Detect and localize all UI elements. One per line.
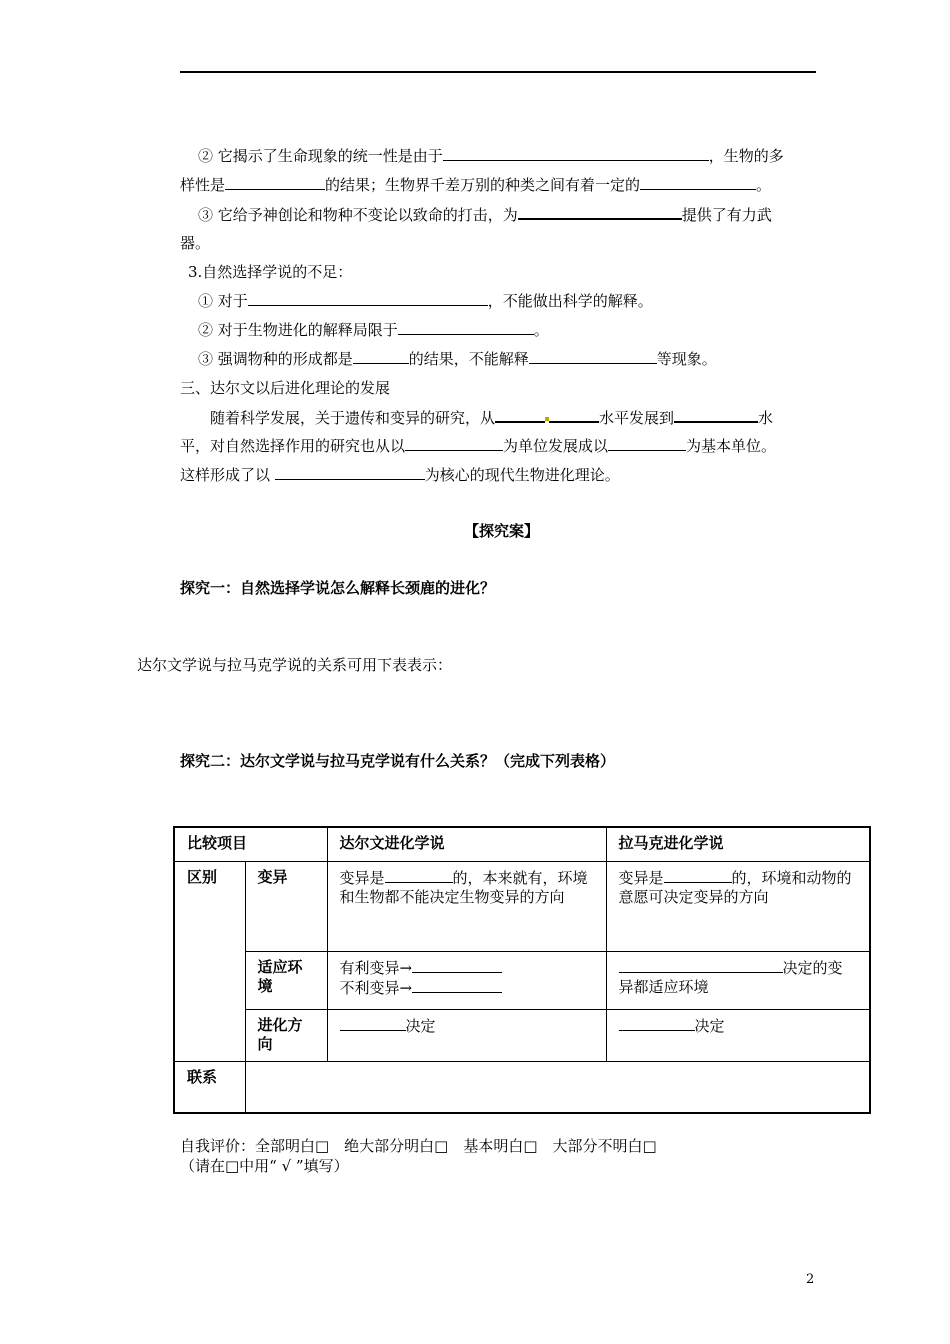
text: 不利变异→	[339, 978, 413, 997]
explore-question-2: 探究二：达尔文学说与拉马克学说有什么关系？（完成下列表格）	[180, 752, 616, 770]
table-row-direction	[174, 1009, 870, 1061]
explore-question-1: 探究一：自然选择学说怎么解释长颈鹿的进化？	[180, 579, 496, 597]
blank-field[interactable]	[518, 204, 682, 220]
blank-field[interactable]	[674, 407, 758, 423]
text: ③ 强调物种的形成都是	[198, 350, 353, 368]
table-row-adaptation	[174, 951, 870, 1009]
text: ① 对于	[198, 292, 248, 310]
header-lamarck: 拉马克进化学说	[606, 827, 870, 861]
blank-field[interactable]	[398, 320, 534, 335]
paragraph-line-1	[210, 407, 773, 428]
text: 平，对自然选择作用的研究也从以	[180, 437, 406, 455]
text: 提供了有力武	[681, 206, 772, 224]
blank-field[interactable]	[412, 958, 502, 973]
blank-field[interactable]	[248, 291, 488, 306]
table-header-row	[174, 827, 870, 861]
text: 的结果，不能解释	[408, 350, 529, 368]
text: ③ 它给予神创论和物种不变论以致命的打击，为	[198, 206, 518, 224]
text: 样性是	[180, 176, 226, 194]
text: 为基本单位。	[686, 437, 777, 455]
header-rule	[180, 71, 816, 73]
blank-field[interactable]	[385, 868, 453, 883]
self-eval-hint: （请在□中用“ √ ”填写）	[180, 1157, 349, 1175]
paragraph-line-3	[180, 465, 620, 485]
diff-label: 区别	[174, 861, 245, 1061]
text: 的结果；生物界千差万别的种类之间有着一定的	[325, 176, 641, 194]
cell-lamarck-direction	[606, 1009, 870, 1061]
blank-field[interactable]	[608, 436, 686, 451]
explore-title: 【探究案】	[464, 522, 540, 540]
text: 。	[756, 176, 772, 194]
text: ② 它揭示了生命现象的统一性是由于	[198, 147, 443, 165]
text: 这样形成了以	[180, 466, 271, 484]
text: 决定	[694, 1016, 725, 1035]
section-heading: 三、达尔文以后进化理论的发展	[180, 379, 391, 397]
cell-lamarck-adaptation	[606, 951, 870, 1009]
explore-intro: 达尔文学说与拉马克学说的关系可用下表表示：	[137, 656, 453, 674]
row-label-adaptation: 适应环境	[245, 951, 327, 1009]
cell-lamarck-variation	[606, 861, 870, 951]
cell-darwin-variation	[327, 861, 606, 951]
cell-darwin-adaptation	[327, 951, 606, 1009]
text: 为单位发展成以	[503, 437, 609, 455]
blank-field[interactable]	[549, 407, 599, 423]
text: ，生物的多	[708, 147, 784, 165]
text-line-3	[198, 204, 772, 225]
blank-field[interactable]	[664, 868, 732, 883]
text: 有利变异→	[339, 958, 413, 977]
blank-field[interactable]	[640, 175, 756, 190]
header-darwin: 达尔文进化学说	[327, 827, 606, 861]
blank-field[interactable]	[619, 958, 783, 973]
blank-field[interactable]	[529, 349, 657, 364]
blank-field[interactable]	[619, 1016, 695, 1031]
text: 水平发展到	[599, 409, 675, 427]
text: ② 对于生物进化的解释局限于	[198, 321, 398, 339]
blank-field[interactable]	[405, 436, 503, 451]
header-item: 比较项目	[174, 827, 327, 861]
text-line-8	[198, 349, 717, 369]
table-row-variation	[174, 861, 870, 951]
table-row-link	[174, 1061, 870, 1113]
link-label: 联系	[174, 1061, 245, 1113]
text-line-4: 器。	[180, 234, 211, 252]
blank-field[interactable]	[495, 407, 545, 423]
text: 的，环境和动物的意愿可决定变异的方向	[618, 868, 852, 906]
text: 等现象。	[656, 350, 717, 368]
blank-field[interactable]	[340, 1016, 406, 1031]
subheading-shortcomings: 3.自然选择学说的不足：	[188, 263, 353, 281]
text: 随着科学发展，关于遗传和变异的研究，从	[210, 409, 496, 427]
text: 决定的变异都适应环境	[618, 958, 843, 996]
row-label-variation: 变异	[245, 861, 327, 951]
blank-field[interactable]	[275, 465, 425, 480]
text-line-7	[198, 320, 549, 340]
cell-link[interactable]	[245, 1061, 870, 1113]
self-eval-line: 自我评价：全部明白□ 绝大部分明白□ 基本明白□ 大部分不明白□	[180, 1137, 657, 1155]
text-line-2	[180, 175, 771, 195]
cell-darwin-direction	[327, 1009, 606, 1061]
text: 变异是	[618, 868, 664, 887]
text-line-1	[198, 146, 784, 166]
text: ，不能做出科学的解释。	[487, 292, 653, 310]
text: 为核心的现代生物进化理论。	[424, 466, 620, 484]
page-number: 2	[806, 1272, 815, 1287]
blank-field[interactable]	[225, 175, 325, 190]
text: 的，本来就有，环境和生物都不能决定生物变异的方向	[339, 868, 588, 906]
text: 。	[533, 321, 549, 339]
text: 水	[758, 409, 774, 427]
text: 变异是	[339, 868, 385, 887]
row-label-direction: 进化方向	[245, 1009, 327, 1061]
text-line-6	[198, 291, 653, 311]
blank-field[interactable]	[412, 978, 502, 993]
paragraph-line-2	[180, 436, 776, 456]
blank-field[interactable]	[443, 146, 709, 161]
comparison-table	[173, 826, 871, 1114]
blank-field[interactable]	[353, 349, 409, 364]
text: 决定	[405, 1016, 436, 1035]
